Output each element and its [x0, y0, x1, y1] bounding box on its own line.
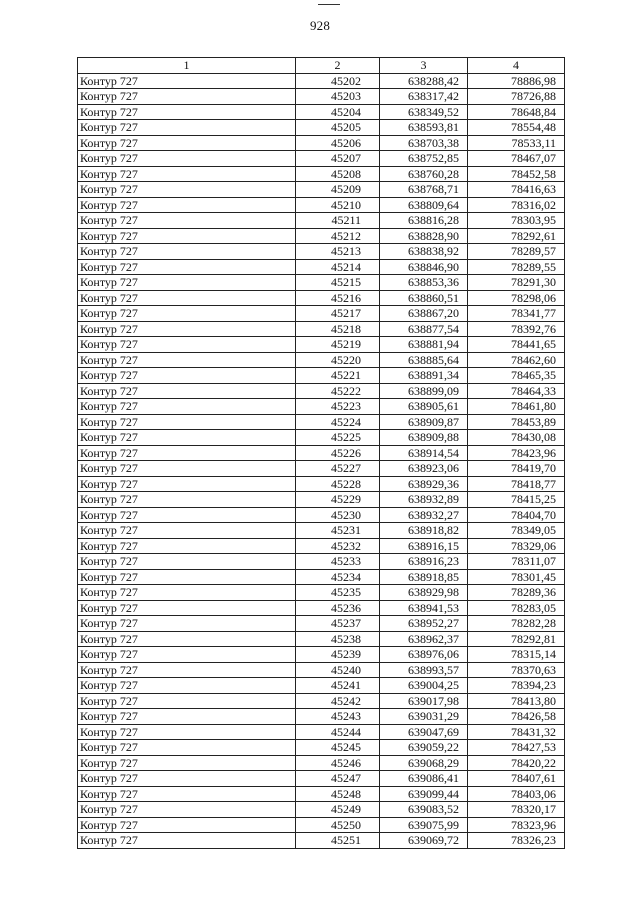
point-number-cell: 45218: [296, 321, 380, 337]
contour-name-cell: Контур 727: [78, 244, 296, 260]
y-coordinate-cell: 78370,63: [468, 662, 565, 678]
y-coordinate-cell: 78430,08: [468, 430, 565, 446]
table-row: [78, 461, 565, 477]
table-body: [78, 73, 565, 848]
point-number-cell: 45217: [296, 306, 380, 322]
point-number-cell: 45240: [296, 662, 380, 678]
y-coordinate-cell: 78464,33: [468, 383, 565, 399]
y-coordinate-cell: 78426,58: [468, 709, 565, 725]
x-coordinate-cell: 638760,28: [380, 166, 468, 182]
table-row: [78, 755, 565, 771]
point-number-cell: 45226: [296, 445, 380, 461]
y-coordinate-cell: 78554,48: [468, 120, 565, 136]
contour-name-cell: Контур 727: [78, 507, 296, 523]
x-coordinate-cell: 638916,15: [380, 538, 468, 554]
table-row: [78, 740, 565, 756]
table-row: [78, 352, 565, 368]
y-coordinate-cell: 78465,35: [468, 368, 565, 384]
y-coordinate-cell: 78320,17: [468, 802, 565, 818]
x-coordinate-cell: 638941,53: [380, 600, 468, 616]
column-header-2: 2: [296, 58, 380, 74]
x-coordinate-cell: 639068,29: [380, 755, 468, 771]
point-number-cell: 45247: [296, 771, 380, 787]
point-number-cell: 45233: [296, 554, 380, 570]
point-number-cell: 45206: [296, 135, 380, 151]
contour-name-cell: Контур 727: [78, 461, 296, 477]
point-number-cell: 45248: [296, 786, 380, 802]
contour-name-cell: Контур 727: [78, 538, 296, 554]
y-coordinate-cell: 78291,30: [468, 275, 565, 291]
y-coordinate-cell: 78441,65: [468, 337, 565, 353]
x-coordinate-cell: 638860,51: [380, 290, 468, 306]
contour-name-cell: Контур 727: [78, 585, 296, 601]
table-row: [78, 321, 565, 337]
contour-name-cell: Контур 727: [78, 213, 296, 229]
contour-name-cell: Контур 727: [78, 616, 296, 632]
y-coordinate-cell: 78403,06: [468, 786, 565, 802]
contour-name-cell: Контур 727: [78, 662, 296, 678]
table-row: [78, 833, 565, 849]
x-coordinate-cell: 638853,36: [380, 275, 468, 291]
x-coordinate-cell: 638846,90: [380, 259, 468, 275]
point-number-cell: 45209: [296, 182, 380, 198]
table-row: [78, 306, 565, 322]
x-coordinate-cell: 639075,99: [380, 817, 468, 833]
point-number-cell: 45227: [296, 461, 380, 477]
y-coordinate-cell: 78326,23: [468, 833, 565, 849]
contour-name-cell: Контур 727: [78, 135, 296, 151]
table-row: [78, 399, 565, 415]
x-coordinate-cell: 638885,64: [380, 352, 468, 368]
table-row: [78, 290, 565, 306]
table-row: [78, 817, 565, 833]
point-number-cell: 45208: [296, 166, 380, 182]
table-row: [78, 709, 565, 725]
table-row: [78, 647, 565, 663]
y-coordinate-cell: 78533,11: [468, 135, 565, 151]
contour-name-cell: Контур 727: [78, 631, 296, 647]
y-coordinate-cell: 78315,14: [468, 647, 565, 663]
x-coordinate-cell: 638891,34: [380, 368, 468, 384]
point-number-cell: 45229: [296, 492, 380, 508]
point-number-cell: 45203: [296, 89, 380, 105]
table-row: [78, 368, 565, 384]
y-coordinate-cell: 78341,77: [468, 306, 565, 322]
contour-name-cell: Контур 727: [78, 290, 296, 306]
coordinates-table: [77, 57, 565, 849]
point-number-cell: 45225: [296, 430, 380, 446]
x-coordinate-cell: 638899,09: [380, 383, 468, 399]
contour-name-cell: Контур 727: [78, 414, 296, 430]
column-header-3: 3: [380, 58, 468, 74]
x-coordinate-cell: 639047,69: [380, 724, 468, 740]
contour-name-cell: Контур 727: [78, 724, 296, 740]
table-row: [78, 771, 565, 787]
contour-name-cell: Контур 727: [78, 755, 296, 771]
x-coordinate-cell: 638838,92: [380, 244, 468, 260]
contour-name-cell: Контур 727: [78, 817, 296, 833]
table-row: [78, 104, 565, 120]
y-coordinate-cell: 78453,89: [468, 414, 565, 430]
y-coordinate-cell: 78303,95: [468, 213, 565, 229]
point-number-cell: 45213: [296, 244, 380, 260]
y-coordinate-cell: 78886,98: [468, 73, 565, 89]
point-number-cell: 45237: [296, 616, 380, 632]
table-row: [78, 786, 565, 802]
point-number-cell: 45202: [296, 73, 380, 89]
point-number-cell: 45232: [296, 538, 380, 554]
table-row: [78, 166, 565, 182]
x-coordinate-cell: 638932,89: [380, 492, 468, 508]
table-row: [78, 802, 565, 818]
contour-name-cell: Контур 727: [78, 399, 296, 415]
point-number-cell: 45238: [296, 631, 380, 647]
point-number-cell: 45216: [296, 290, 380, 306]
contour-name-cell: Контур 727: [78, 383, 296, 399]
contour-name-cell: Контур 727: [78, 197, 296, 213]
x-coordinate-cell: 638809,64: [380, 197, 468, 213]
x-coordinate-cell: 638916,23: [380, 554, 468, 570]
top-rule: [318, 4, 340, 5]
x-coordinate-cell: 639031,29: [380, 709, 468, 725]
y-coordinate-cell: 78427,53: [468, 740, 565, 756]
table-row: [78, 414, 565, 430]
point-number-cell: 45228: [296, 476, 380, 492]
contour-name-cell: Контур 727: [78, 337, 296, 353]
point-number-cell: 45221: [296, 368, 380, 384]
contour-name-cell: Контур 727: [78, 569, 296, 585]
x-coordinate-cell: 638976,06: [380, 647, 468, 663]
point-number-cell: 45245: [296, 740, 380, 756]
table-row: [78, 724, 565, 740]
x-coordinate-cell: 638349,52: [380, 104, 468, 120]
table-row: [78, 275, 565, 291]
y-coordinate-cell: 78323,96: [468, 817, 565, 833]
y-coordinate-cell: 78415,25: [468, 492, 565, 508]
x-coordinate-cell: 638703,38: [380, 135, 468, 151]
table-row: [78, 259, 565, 275]
table-row: [78, 383, 565, 399]
table-row: [78, 197, 565, 213]
x-coordinate-cell: 638816,28: [380, 213, 468, 229]
table-row: [78, 507, 565, 523]
y-coordinate-cell: 78349,05: [468, 523, 565, 539]
y-coordinate-cell: 78407,61: [468, 771, 565, 787]
point-number-cell: 45212: [296, 228, 380, 244]
point-number-cell: 45211: [296, 213, 380, 229]
x-coordinate-cell: 638918,82: [380, 523, 468, 539]
y-coordinate-cell: 78413,80: [468, 693, 565, 709]
contour-name-cell: Контур 727: [78, 275, 296, 291]
x-coordinate-cell: 638288,42: [380, 73, 468, 89]
table-row: [78, 182, 565, 198]
contour-name-cell: Контур 727: [78, 786, 296, 802]
contour-name-cell: Контур 727: [78, 476, 296, 492]
contour-name-cell: Контур 727: [78, 833, 296, 849]
table-row: [78, 73, 565, 89]
table-row: [78, 445, 565, 461]
point-number-cell: 45223: [296, 399, 380, 415]
table-row: [78, 678, 565, 694]
contour-name-cell: Контур 727: [78, 445, 296, 461]
table-header-row: [78, 58, 565, 74]
y-coordinate-cell: 78289,36: [468, 585, 565, 601]
contour-name-cell: Контур 727: [78, 352, 296, 368]
table-row: [78, 213, 565, 229]
x-coordinate-cell: 638993,57: [380, 662, 468, 678]
contour-name-cell: Контур 727: [78, 600, 296, 616]
point-number-cell: 45224: [296, 414, 380, 430]
contour-name-cell: Контур 727: [78, 321, 296, 337]
point-number-cell: 45249: [296, 802, 380, 818]
contour-name-cell: Контур 727: [78, 678, 296, 694]
y-coordinate-cell: 78404,70: [468, 507, 565, 523]
x-coordinate-cell: 639017,98: [380, 693, 468, 709]
x-coordinate-cell: 638952,27: [380, 616, 468, 632]
table-row: [78, 244, 565, 260]
contour-name-cell: Контур 727: [78, 182, 296, 198]
table-row: [78, 337, 565, 353]
y-coordinate-cell: 78301,45: [468, 569, 565, 585]
point-number-cell: 45246: [296, 755, 380, 771]
point-number-cell: 45214: [296, 259, 380, 275]
x-coordinate-cell: 638929,98: [380, 585, 468, 601]
column-header-1: 1: [78, 58, 296, 74]
contour-name-cell: Контур 727: [78, 523, 296, 539]
table-row: [78, 600, 565, 616]
x-coordinate-cell: 638918,85: [380, 569, 468, 585]
contour-name-cell: Контур 727: [78, 73, 296, 89]
y-coordinate-cell: 78282,28: [468, 616, 565, 632]
y-coordinate-cell: 78467,07: [468, 151, 565, 167]
y-coordinate-cell: 78419,70: [468, 461, 565, 477]
x-coordinate-cell: 639059,22: [380, 740, 468, 756]
x-coordinate-cell: 638909,87: [380, 414, 468, 430]
y-coordinate-cell: 78452,58: [468, 166, 565, 182]
table-row: [78, 616, 565, 632]
x-coordinate-cell: 639099,44: [380, 786, 468, 802]
x-coordinate-cell: 638768,71: [380, 182, 468, 198]
table-row: [78, 228, 565, 244]
table-row: [78, 585, 565, 601]
contour-name-cell: Контур 727: [78, 709, 296, 725]
y-coordinate-cell: 78329,06: [468, 538, 565, 554]
contour-name-cell: Контур 727: [78, 554, 296, 570]
point-number-cell: 45251: [296, 833, 380, 849]
contour-name-cell: Контур 727: [78, 771, 296, 787]
point-number-cell: 45235: [296, 585, 380, 601]
contour-name-cell: Контур 727: [78, 306, 296, 322]
contour-name-cell: Контур 727: [78, 259, 296, 275]
table-row: [78, 430, 565, 446]
point-number-cell: 45236: [296, 600, 380, 616]
x-coordinate-cell: 638867,20: [380, 306, 468, 322]
x-coordinate-cell: 639083,52: [380, 802, 468, 818]
y-coordinate-cell: 78392,76: [468, 321, 565, 337]
point-number-cell: 45210: [296, 197, 380, 213]
contour-name-cell: Контур 727: [78, 89, 296, 105]
x-coordinate-cell: 638932,27: [380, 507, 468, 523]
x-coordinate-cell: 638593,81: [380, 120, 468, 136]
y-coordinate-cell: 78289,57: [468, 244, 565, 260]
x-coordinate-cell: 638929,36: [380, 476, 468, 492]
y-coordinate-cell: 78292,61: [468, 228, 565, 244]
x-coordinate-cell: 638828,90: [380, 228, 468, 244]
y-coordinate-cell: 78648,84: [468, 104, 565, 120]
table-row: [78, 151, 565, 167]
table-row: [78, 538, 565, 554]
contour-name-cell: Контур 727: [78, 802, 296, 818]
x-coordinate-cell: 638923,06: [380, 461, 468, 477]
contour-name-cell: Контур 727: [78, 430, 296, 446]
point-number-cell: 45250: [296, 817, 380, 833]
contour-name-cell: Контур 727: [78, 492, 296, 508]
x-coordinate-cell: 638877,54: [380, 321, 468, 337]
contour-name-cell: Контур 727: [78, 368, 296, 384]
table-row: [78, 89, 565, 105]
contour-name-cell: Контур 727: [78, 151, 296, 167]
table-row: [78, 662, 565, 678]
y-coordinate-cell: 78418,77: [468, 476, 565, 492]
point-number-cell: 45244: [296, 724, 380, 740]
x-coordinate-cell: 638317,42: [380, 89, 468, 105]
table-row: [78, 135, 565, 151]
y-coordinate-cell: 78416,63: [468, 182, 565, 198]
y-coordinate-cell: 78420,22: [468, 755, 565, 771]
y-coordinate-cell: 78461,80: [468, 399, 565, 415]
y-coordinate-cell: 78289,55: [468, 259, 565, 275]
x-coordinate-cell: 638881,94: [380, 337, 468, 353]
table-row: [78, 523, 565, 539]
x-coordinate-cell: 638914,54: [380, 445, 468, 461]
y-coordinate-cell: 78726,88: [468, 89, 565, 105]
point-number-cell: 45241: [296, 678, 380, 694]
page-number: 928: [309, 18, 331, 33]
column-header-4: 4: [468, 58, 565, 74]
point-number-cell: 45243: [296, 709, 380, 725]
x-coordinate-cell: 638962,37: [380, 631, 468, 647]
contour-name-cell: Контур 727: [78, 166, 296, 182]
contour-name-cell: Контур 727: [78, 228, 296, 244]
point-number-cell: 45204: [296, 104, 380, 120]
table-row: [78, 693, 565, 709]
point-number-cell: 45207: [296, 151, 380, 167]
point-number-cell: 45219: [296, 337, 380, 353]
point-number-cell: 45239: [296, 647, 380, 663]
y-coordinate-cell: 78311,07: [468, 554, 565, 570]
point-number-cell: 45231: [296, 523, 380, 539]
table-row: [78, 476, 565, 492]
x-coordinate-cell: 639004,25: [380, 678, 468, 694]
contour-name-cell: Контур 727: [78, 120, 296, 136]
y-coordinate-cell: 78431,32: [468, 724, 565, 740]
contour-name-cell: Контур 727: [78, 693, 296, 709]
point-number-cell: 45215: [296, 275, 380, 291]
y-coordinate-cell: 78283,05: [468, 600, 565, 616]
x-coordinate-cell: 638752,85: [380, 151, 468, 167]
x-coordinate-cell: 638909,88: [380, 430, 468, 446]
y-coordinate-cell: 78394,23: [468, 678, 565, 694]
point-number-cell: 45222: [296, 383, 380, 399]
y-coordinate-cell: 78292,81: [468, 631, 565, 647]
y-coordinate-cell: 78462,60: [468, 352, 565, 368]
table-row: [78, 631, 565, 647]
x-coordinate-cell: 639069,72: [380, 833, 468, 849]
table-row: [78, 492, 565, 508]
y-coordinate-cell: 78423,96: [468, 445, 565, 461]
x-coordinate-cell: 638905,61: [380, 399, 468, 415]
point-number-cell: 45242: [296, 693, 380, 709]
point-number-cell: 45230: [296, 507, 380, 523]
table-row: [78, 120, 565, 136]
contour-name-cell: Контур 727: [78, 740, 296, 756]
point-number-cell: 45205: [296, 120, 380, 136]
table-row: [78, 554, 565, 570]
y-coordinate-cell: 78298,06: [468, 290, 565, 306]
contour-name-cell: Контур 727: [78, 647, 296, 663]
contour-name-cell: Контур 727: [78, 104, 296, 120]
point-number-cell: 45220: [296, 352, 380, 368]
table-row: [78, 569, 565, 585]
y-coordinate-cell: 78316,02: [468, 197, 565, 213]
point-number-cell: 45234: [296, 569, 380, 585]
x-coordinate-cell: 639086,41: [380, 771, 468, 787]
